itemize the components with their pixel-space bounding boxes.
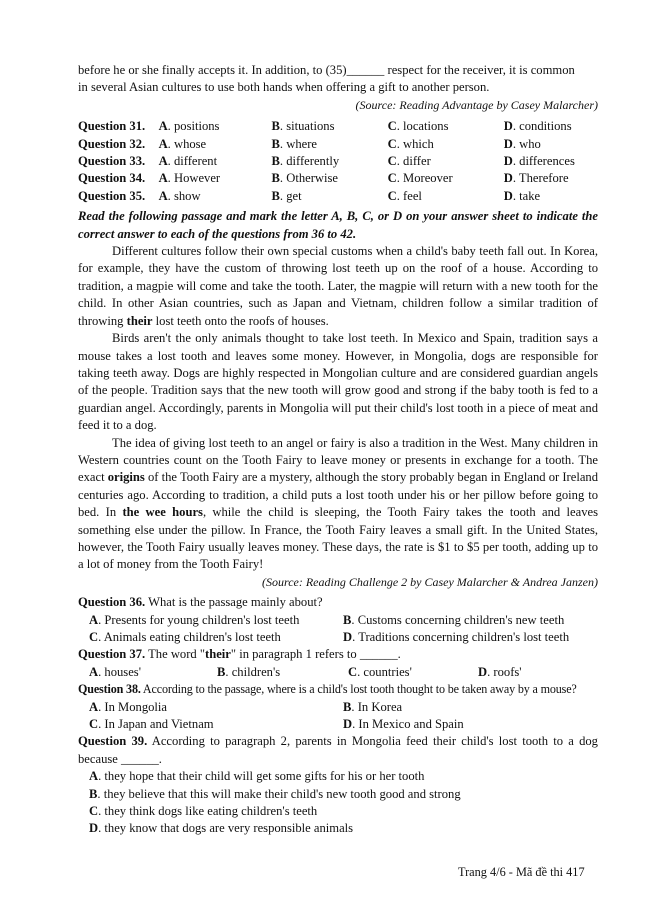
option-b[interactable]: B. get: [271, 188, 302, 203]
exam-page: [78, 62, 598, 838]
option-c[interactable]: C. locations: [387, 119, 449, 134]
option-a[interactable]: A. houses': [89, 664, 141, 679]
option-b[interactable]: B. where: [271, 136, 317, 151]
option-a[interactable]: A. However: [158, 171, 221, 186]
question-row: [78, 136, 598, 153]
question-row: [78, 153, 598, 170]
question-39: [78, 733, 598, 837]
option-d[interactable]: D. conditions: [503, 119, 572, 134]
question-table: [78, 118, 598, 205]
question-36: [78, 594, 598, 646]
option-d[interactable]: D. differences: [503, 154, 575, 169]
option-b[interactable]: B. children's: [217, 664, 281, 679]
option-b[interactable]: B. Otherwise: [271, 171, 338, 186]
option-d[interactable]: D. they know that dogs are very responsible animals: [89, 821, 354, 836]
option-d[interactable]: D. Traditions concerning children's lost teeth: [343, 630, 570, 644]
passage-line-1: before he or she finally accepts it. In addition, to (35)______ respect for the receiver, it is common: [78, 63, 575, 77]
page-footer: Trang 4/6 - Mã đề thi 417: [458, 865, 585, 879]
option-c[interactable]: C. countries': [348, 664, 412, 679]
option-c[interactable]: C. Moreover: [387, 171, 453, 186]
question-text: What is the passage mainly about?: [145, 595, 323, 610]
option-d[interactable]: D. roofs': [478, 664, 522, 679]
option-d[interactable]: D. take: [503, 188, 541, 203]
passage-line-2: in several Asian cultures to use both hands when offering a gift to another person.: [78, 80, 490, 95]
question-label: Question 34.: [78, 171, 146, 186]
passage-source: (Source: Reading Challenge 2 by Casey Malarcher & Andrea Janzen): [261, 574, 598, 589]
option-b[interactable]: B. Customs concerning children's new teeth: [343, 612, 565, 627]
question-37: Question 37. The word "their" in paragraph 1 refers to ______. A. houses' B. children's C. countries' D. roofs': [78, 646, 598, 681]
question-38: [78, 681, 598, 733]
question-label: Question 35.: [78, 188, 146, 203]
question-row: [78, 188, 598, 205]
option-d[interactable]: D. In Mexico and Spain: [343, 717, 464, 732]
option-a[interactable]: A. positions: [158, 119, 220, 134]
reading-instruction: Read the following passage and mark the letter A, B, C, or D on your answer sheet to indicate the correct answer to each of the questions from 36 to 42.: [78, 209, 598, 241]
passage-paragraph-2: Birds aren't the only animals thought to take lost teeth. In Mexico and Spain, tradition says a mouse takes a lost tooth and leaves some money. However, in Mongolia, dogs are responsible for taking teeth away. Dogs are highly respected in Mongolian culture and are considered guardian angels of the people. Tradition says that the new tooth will grow good and strong if the baby tooth is fed to a guardian angel. Accordingly, parents in Mongolia will put their child's lost tooth in a piece of meat and feed it to a dog.: [78, 331, 598, 433]
option-c[interactable]: C. differ: [387, 154, 431, 169]
passage-paragraph-3: The idea of giving lost teeth to an angel or fairy is also a tradition in the West. Many children in Western countries count on the Tooth Fairy to leave money or presents in exchange for a tooth. The exact origins of the Tooth Fairy are a mystery, although the story probably began in England or Ireland centuries ago. According to tradition, a child puts a lost tooth under his or her pillow before going to bed. In the wee hours, while the child is sleeping, the Tooth Fairy takes the tooth and leaves something else under the pillow. In France, the Tooth Fairy leaves a small gift. In the United States, however, the Tooth Fairy usually leaves money. These days, the rate is $1 to $5 per tooth, adding up to a lot of money from the Tooth Fairy!: [78, 435, 599, 572]
option-a[interactable]: A. show: [158, 188, 201, 203]
passage-paragraph-1: Different cultures follow their own special customs when a child's baby teeth fall out. In Korea, for example, they have the custom of throwing lost teeth up on the roof of a house. According to tradition, a magpie will come and take the tooth. Later, the magpie will return with a new tooth for the child. In other Asian countries, such as Japan and Vietnam, children follow a similar tradition of throwing their lost teeth onto the roofs of houses.: [78, 244, 598, 328]
question-row: [78, 118, 598, 135]
question-label: Question 32.: [78, 136, 146, 151]
option-b[interactable]: B. differently: [271, 154, 340, 169]
question-row: [78, 170, 598, 187]
option-b[interactable]: B. they believe that this will make their child's new tooth good and strong: [89, 786, 461, 801]
question-label: Question 39.: [78, 734, 148, 749]
option-a[interactable]: A. they hope that their child will get some gifts for his or her tooth: [89, 769, 425, 784]
option-a[interactable]: A. Presents for young children's lost teeth: [89, 612, 300, 627]
passage-source: (Source: Reading Advantage by Casey Malarcher): [355, 97, 598, 112]
option-a[interactable]: A. whose: [158, 136, 207, 151]
option-d[interactable]: D. Therefore: [503, 171, 569, 186]
question-label: Question 37.: [78, 647, 146, 662]
option-a[interactable]: A. In Mongolia: [89, 699, 168, 714]
option-c[interactable]: C. In Japan and Vietnam: [89, 717, 214, 732]
option-c[interactable]: C. which: [387, 136, 434, 151]
question-text: According to the passage, where is a child's lost tooth thought to be taken away by a mouse?: [140, 682, 577, 697]
option-b[interactable]: B. situations: [271, 119, 335, 134]
option-a[interactable]: A. different: [158, 154, 218, 169]
option-b[interactable]: B. In Korea: [343, 699, 403, 714]
question-text: According to paragraph 2, parents in Mongolia feed their child's lost tooth to a dog because ______.: [78, 734, 598, 766]
question-label: Question 36.: [78, 595, 146, 610]
question-label: Question 33.: [78, 154, 146, 169]
option-c[interactable]: C. feel: [387, 188, 422, 203]
option-d[interactable]: D. who: [503, 136, 541, 151]
question-label: Question 31.: [78, 119, 146, 134]
option-c[interactable]: C. they think dogs like eating children's teeth: [89, 804, 318, 819]
question-label: Question 38.: [78, 682, 141, 697]
option-c[interactable]: C. Animals eating children's lost teeth: [89, 630, 281, 644]
